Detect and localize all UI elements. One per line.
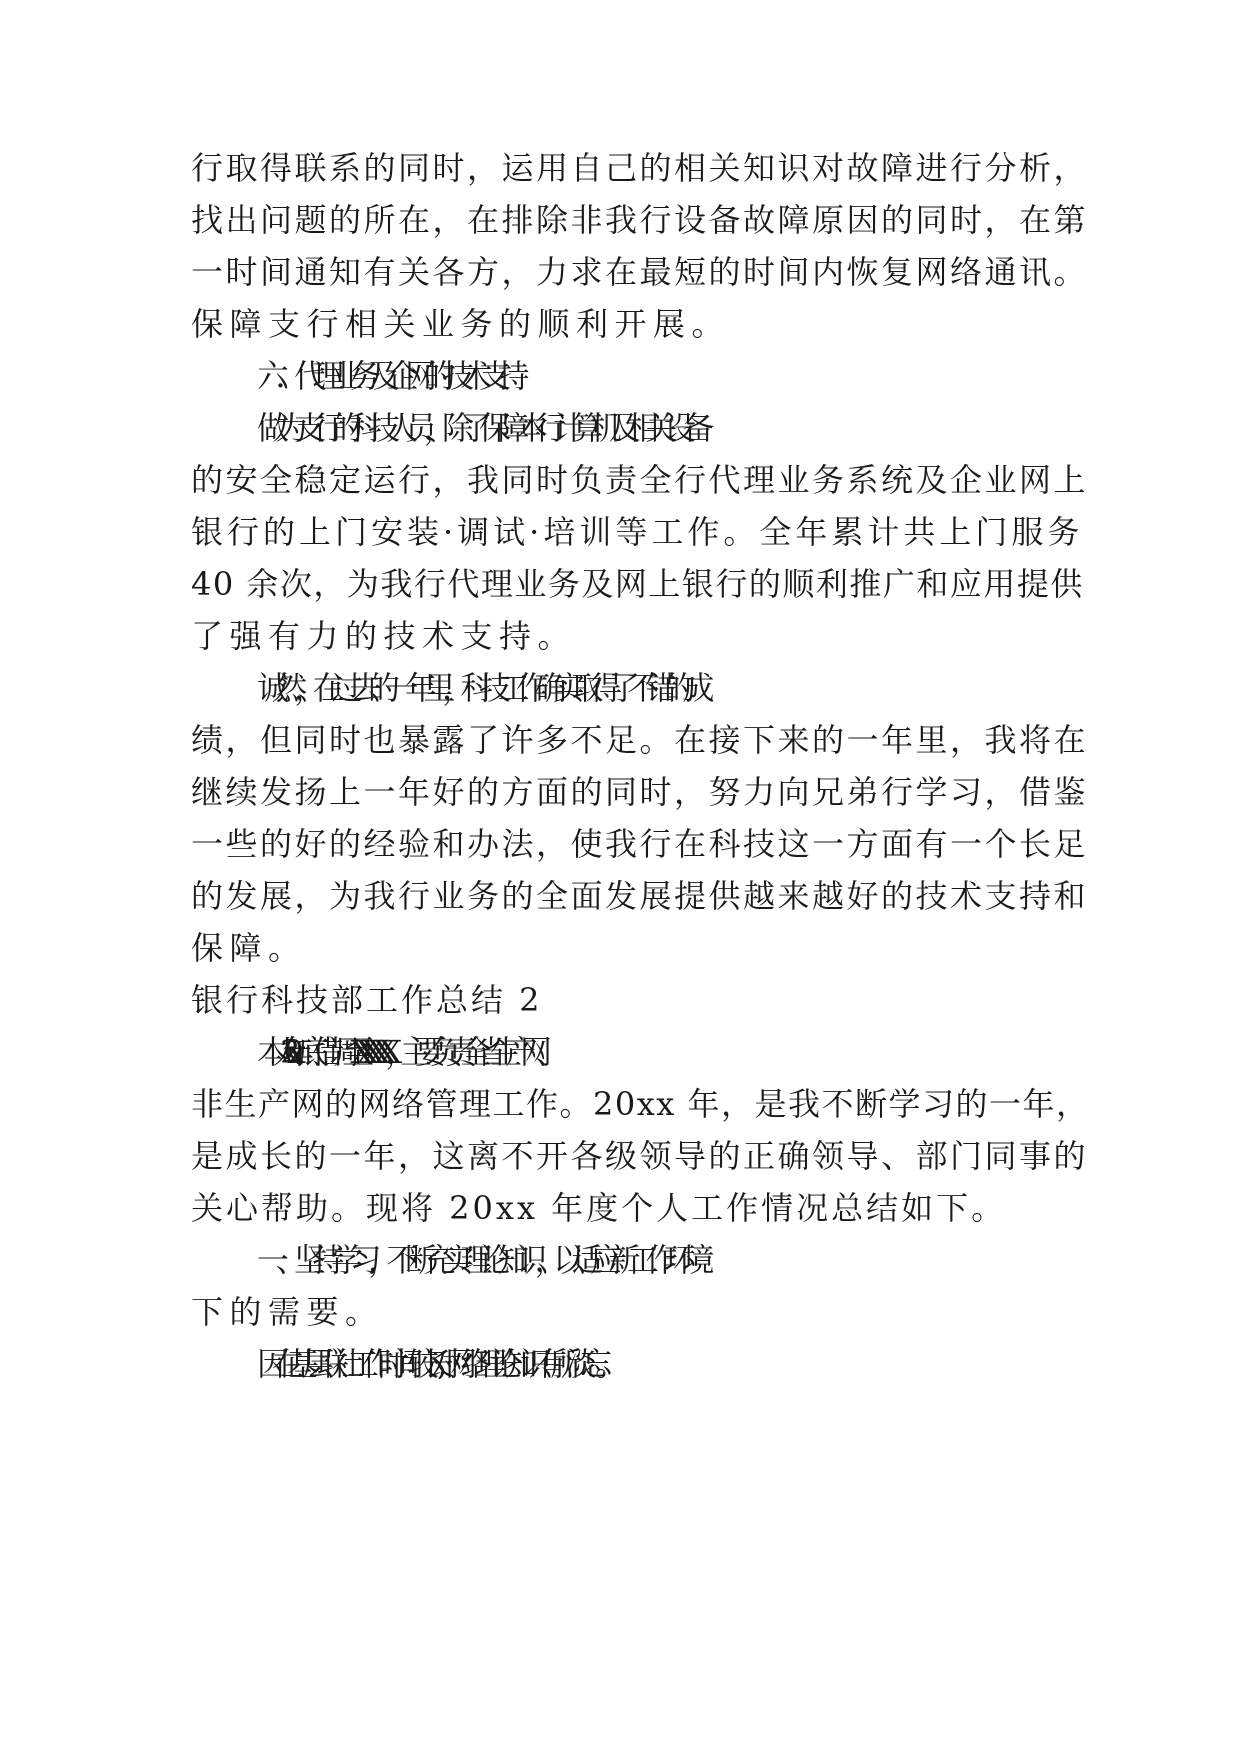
body-text-line: 是成长的一年，这离不开各级领导的正确领导、部门同事的 — [191, 1137, 1089, 1175]
document-title: 银行科技部工作总结 2 — [191, 981, 543, 1019]
body-text-line: 保障。 — [191, 929, 307, 967]
body-text-line: 的安全稳定运行，我同时负责全行代理业务系统及企业网上 — [191, 461, 1089, 499]
body-text-line: 找出问题的所在，在排除非我行设备故障原因的同时，在第 — [191, 201, 1089, 239]
body-text-line: 非生产网的网络管理工作。20xx 年，是我不断学习的一年， — [191, 1085, 1090, 1123]
body-text-line: 了强有力的技术支持。 — [191, 617, 577, 655]
body-text-line: 下的需要。 — [191, 1293, 384, 1331]
body-text-line: 一些的好的经验和办法，使我行在科技这一方面有一个长足 — [191, 825, 1089, 863]
body-text-line: 银行的上门安装·调试·培训等工作。全年累计共上门服务 — [191, 513, 1084, 551]
section-heading: 六．代理业务及企网的技术支持 — [257, 357, 517, 395]
body-text-line: 本人 20xx 年底借调至 XXXXXX，主要负责全省生产网、 — [257, 1033, 551, 1071]
body-text-line: 做为支行的科技人员，除了保障本行计算机及相关设备 — [257, 409, 702, 447]
body-text-line: 行取得联系的同时，运用自己的相关知识对故障进行分析， — [191, 149, 1089, 187]
body-text-line: 关心帮助。现将 20xx 年度个人工作情况总结如下。 — [191, 1189, 1007, 1227]
body-text-line: 的发展，为我行业务的全面发展提供越来越好的技术支持和 — [191, 877, 1089, 915]
body-text-line: 一时间通知有关各方，力求在最短的时间内恢复网络通讯。 — [191, 253, 1089, 291]
body-text-line: 继续发扬上一年好的方面的同时，努力向兄弟行学习，借鉴 — [191, 773, 1089, 811]
body-text-line: 绩，但同时也暴露了许多不足。在接下来的一年里，我将在 — [191, 721, 1089, 759]
body-text-line: 40 余次，为我行代理业务及网上银行的顺利推广和应用提供 — [191, 565, 1084, 603]
body-text-line: 保障支行相关业务的顺利开展。 — [191, 305, 731, 343]
section-heading: 一、坚持学习，不断充实理论知识，以适应新工作环境 — [257, 1241, 702, 1279]
body-text-line: 因在基层联社工作时间较长,对网络理论知识有所淡忘。 — [257, 1345, 611, 1383]
body-text-line: 诚然，在过去的一年里，科技工作确实取得了不错的成 — [257, 669, 702, 707]
